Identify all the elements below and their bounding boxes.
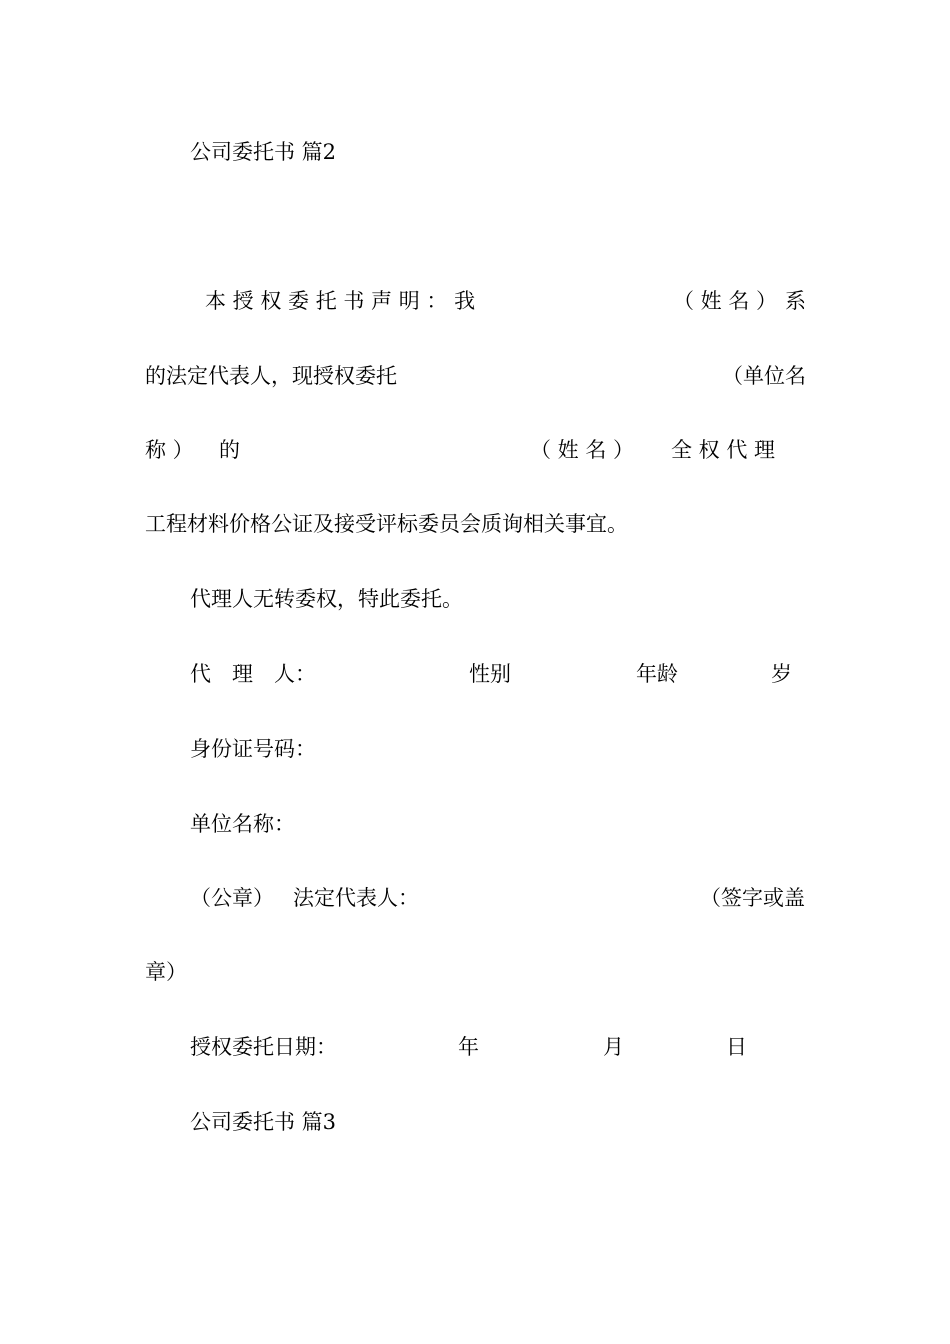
legal-rep-label: 法定代表人： <box>293 886 419 910</box>
gender-label: 性别 <box>469 662 511 686</box>
section-heading-3: 公司委托书 篇3 <box>190 1110 337 1134</box>
para1-line2-left: 的法定代表人，现授权委托 <box>145 364 397 388</box>
para1-line2-unit-placeholder: （单位名 <box>722 364 806 388</box>
age-unit: 岁 <box>771 662 792 686</box>
para1-line1-name-placeholder: （ 姓 名 ） <box>673 289 778 313</box>
date-label: 授权委托日期： <box>190 1035 337 1059</box>
para1-line3-right: 全 权 代 理 <box>671 438 776 462</box>
agent-label: 代 理 人： <box>190 662 316 686</box>
seal-label: （公章） <box>190 886 274 910</box>
para1-line3-de: 的 <box>219 438 240 462</box>
sign-label-part2: 章） <box>145 960 187 984</box>
sign-label-part1: （签字或盖 <box>700 886 805 910</box>
para1-line3-left: 称 ） <box>145 438 194 462</box>
date-month: 月 <box>603 1035 624 1059</box>
para1-line1-left: 本 授 权 委 托 书 声 明 ： 我 <box>205 289 476 313</box>
para1-line1-right: 系 <box>785 289 806 313</box>
no-transfer-statement: 代理人无转委权，特此委托。 <box>190 587 463 611</box>
age-label: 年龄 <box>636 662 678 686</box>
section-heading-2: 公司委托书 篇2 <box>190 140 337 164</box>
para1-line4: 工程材料价格公证及接受评标委员会质询相关事宜。 <box>145 512 628 536</box>
date-year: 年 <box>458 1035 479 1059</box>
date-day: 日 <box>726 1035 747 1059</box>
id-number-label: 身份证号码： <box>190 737 316 761</box>
para1-line3-name-placeholder: （ 姓 名 ） <box>530 438 635 462</box>
unit-name-label: 单位名称： <box>190 812 295 836</box>
